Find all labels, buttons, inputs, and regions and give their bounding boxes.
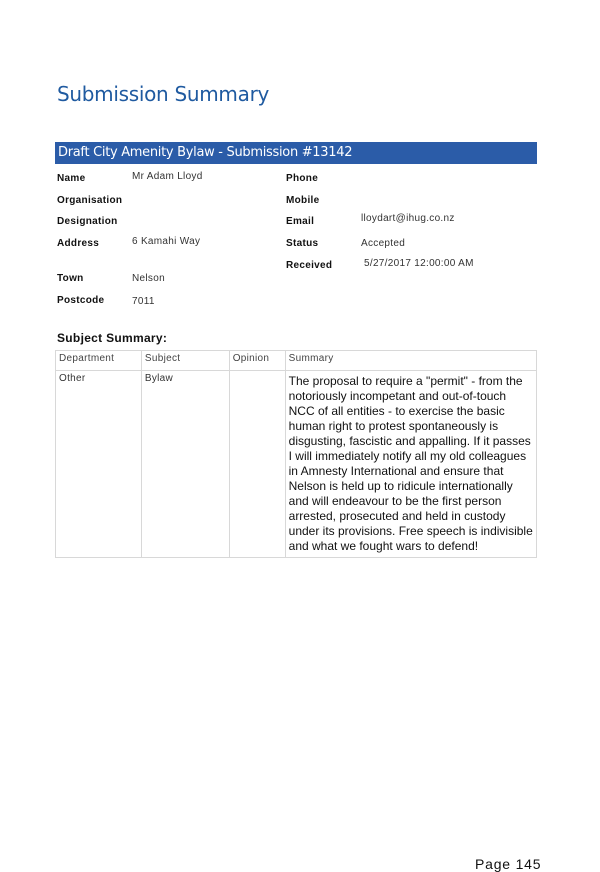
postcode-label: Postcode [57,295,105,306]
address-value: 6 Kamahi Way [132,236,201,247]
postcode-value: 7011 [132,296,155,307]
subject-summary-table [55,350,537,558]
column-header-summary: Summary [285,351,536,371]
table-header-row [56,351,537,371]
status-value: Accepted [361,238,406,249]
name-value: Mr Adam Lloyd [132,171,203,182]
organisation-label: Organisation [57,195,123,206]
table-row [56,371,537,558]
address-label: Address [57,238,100,249]
column-header-opinion: Opinion [229,351,285,371]
received-value: 5/27/2017 12:00:00 AM [364,258,474,269]
email-label: Email [286,216,315,227]
mobile-label: Mobile [286,195,320,206]
email-value: lloydart@ihug.co.nz [361,213,455,224]
name-label: Name [57,173,86,184]
submission-banner: Draft City Amenity Bylaw - Submission #13142 [55,142,537,164]
summary-cell: The proposal to require a "permit" - from the notoriously incompetant and out-of-touch NCC of all entities - to exercise the basic human right to protest spontaneously is disgusting, fascistic and appalling. If it passes I will immediately notify all my old colleagues in Amnesty International and ensure that Nelson is held up to ridicule internationally and will endeavour to be the first person arrested, prosecuted and held in custody under its provisions. Free speech is indivisible and what we fought wars to defend! [285,371,536,558]
received-label: Received [286,260,333,271]
subject-summary-heading: Subject Summary: [57,331,168,345]
status-label: Status [286,238,319,249]
page-title: Submission Summary [57,82,270,106]
department-cell: Other [56,371,142,558]
designation-label: Designation [57,216,118,227]
town-label: Town [57,273,84,284]
opinion-cell [229,371,285,558]
page-number: Page 145 [475,856,542,872]
column-header-subject: Subject [141,351,229,371]
column-header-department: Department [56,351,142,371]
phone-label: Phone [286,173,319,184]
subject-cell: Bylaw [141,371,229,558]
town-value: Nelson [132,273,165,284]
